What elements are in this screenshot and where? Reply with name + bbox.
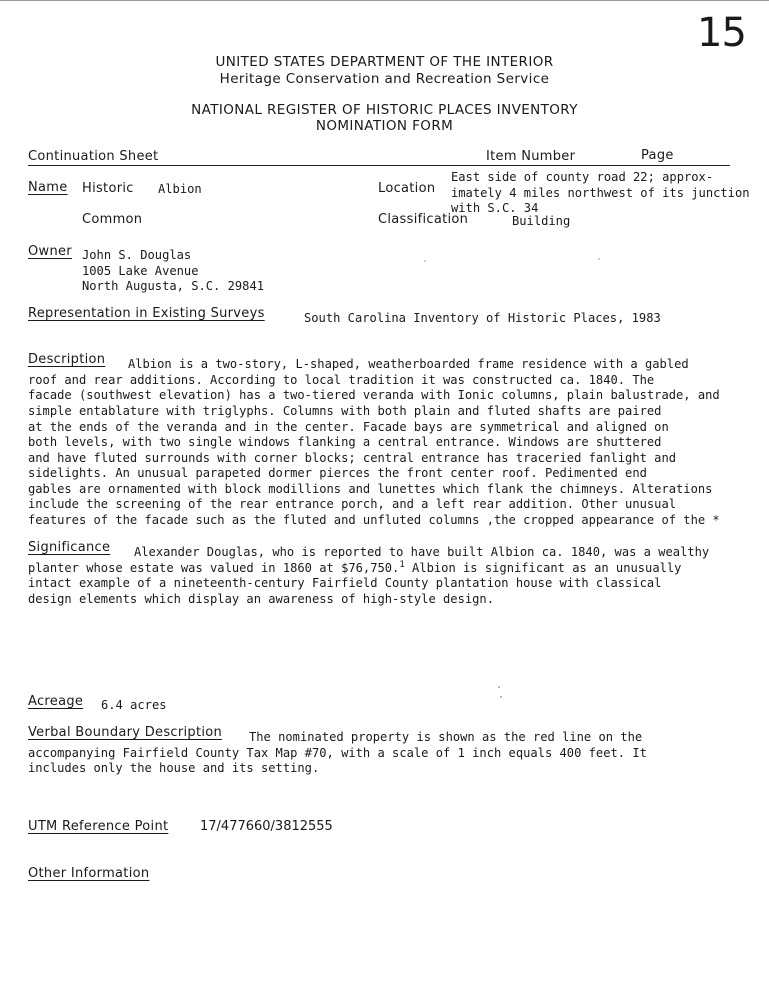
utm-value: 17/477660/3812555 <box>200 819 333 834</box>
owner-line: John S. Douglas <box>82 248 192 262</box>
verbal-boundary-first-line: The nominated property is shown as the red line on the <box>249 730 643 744</box>
significance-label: Significance <box>28 540 111 555</box>
location-line: East side of county road 22; approx- <box>451 170 714 184</box>
historic-label: Historic <box>82 181 134 196</box>
header-form: NOMINATION FORM <box>315 118 454 134</box>
common-label: Common <box>82 212 143 227</box>
acreage-label: Acreage <box>28 694 84 709</box>
significance-line: design elements which display an awareness of high-style design. <box>28 592 494 606</box>
scan-speck <box>500 696 502 698</box>
top-border <box>0 0 769 1</box>
description-label: Description <box>28 352 106 367</box>
description-line: and have fluted surrounds with corner blocks; central entrance has traceried fanlight and <box>28 451 677 465</box>
significance-line: intact example of a nineteenth-century Fairfield County plantation house with classical <box>28 576 662 590</box>
page-number: 15 <box>697 10 746 56</box>
description-line: simple entablature with triglyphs. Columns with both plain and fluted shafts are paired <box>28 404 662 418</box>
scan-speck <box>498 686 500 688</box>
header-department: UNITED STATES DEPARTMENT OF THE INTERIOR <box>215 54 554 70</box>
description-line: roof and rear additions. According to local tradition it was constructed ca. 1840. The <box>28 373 655 387</box>
description-line: gables are ornamented with block modillions and lunettes which flank the chimneys. Alterations <box>28 482 713 496</box>
description-line: include the screening of the rear entrance porch, and a left rear addition. Other unusual <box>28 497 677 511</box>
significance-line-text: Albion is significant as an unusually <box>404 561 682 576</box>
continuation-sheet-label: Continuation Sheet <box>28 149 159 164</box>
location-line: with S.C. 34 <box>451 201 539 215</box>
owner-label: Owner <box>28 244 72 259</box>
location-line: imately 4 miles northwest of its junction <box>451 186 750 200</box>
owner-line: North Augusta, S.C. 29841 <box>82 279 265 293</box>
description-line: at the ends of the veranda and in the center. Facade bays are symmetrical and aligned on <box>28 420 669 434</box>
item-number-label: Item Number <box>486 149 576 164</box>
classification-label: Classification <box>378 212 469 227</box>
verbal-boundary-label: Verbal Boundary Description <box>28 725 223 740</box>
scan-speck <box>424 260 426 262</box>
significance-first-line: Alexander Douglas, who is reported to have built Albion ca. 1840, was a wealthy <box>134 545 710 559</box>
description-line: facade (southwest elevation) has a two-tiered veranda with Ionic columns, plain balustrade, and <box>28 388 720 402</box>
verbal-boundary-line: accompanying Fairfield County Tax Map #70, with a scale of 1 inch equals 400 feet. It <box>28 746 647 760</box>
continuation-rule <box>28 165 730 166</box>
description-line: sidelights. An unusual parapeted dormer pierces the front center roof. Pedimented end <box>28 466 647 480</box>
classification-value: Building <box>512 214 571 228</box>
acreage-value: 6.4 acres <box>101 698 167 712</box>
page-label: Page <box>641 148 674 163</box>
description-line: both levels, with two single windows flanking a central entrance. Windows are shuttered <box>28 435 662 449</box>
historic-value: Albion <box>158 182 202 196</box>
description-first-line: Albion is a two-story, L-shaped, weatherboarded frame residence with a gabled <box>128 357 689 371</box>
header-inventory: NATIONAL REGISTER OF HISTORIC PLACES INVENTORY <box>191 102 578 118</box>
location-label: Location <box>378 181 436 196</box>
utm-label: UTM Reference Point <box>28 819 169 834</box>
header-service: Heritage Conservation and Recreation Service <box>219 71 550 87</box>
scan-speck <box>598 258 600 260</box>
verbal-boundary-line: includes only the house and its setting. <box>28 761 320 775</box>
name-label: Name <box>28 180 68 195</box>
significance-line <box>28 560 681 575</box>
representation-label: Representation in Existing Surveys <box>28 306 265 321</box>
significance-line-text: planter whose estate was valued in 1860 at $76,750. <box>28 561 400 576</box>
description-line: features of the facade such as the fluted and unfluted columns ,the cropped appearance of the * <box>28 513 720 527</box>
owner-line: 1005 Lake Avenue <box>82 264 199 278</box>
representation-value: South Carolina Inventory of Historic Places, 1983 <box>304 311 661 325</box>
footnote-marker: 1 <box>399 560 405 570</box>
other-information-label: Other Information <box>28 866 150 881</box>
